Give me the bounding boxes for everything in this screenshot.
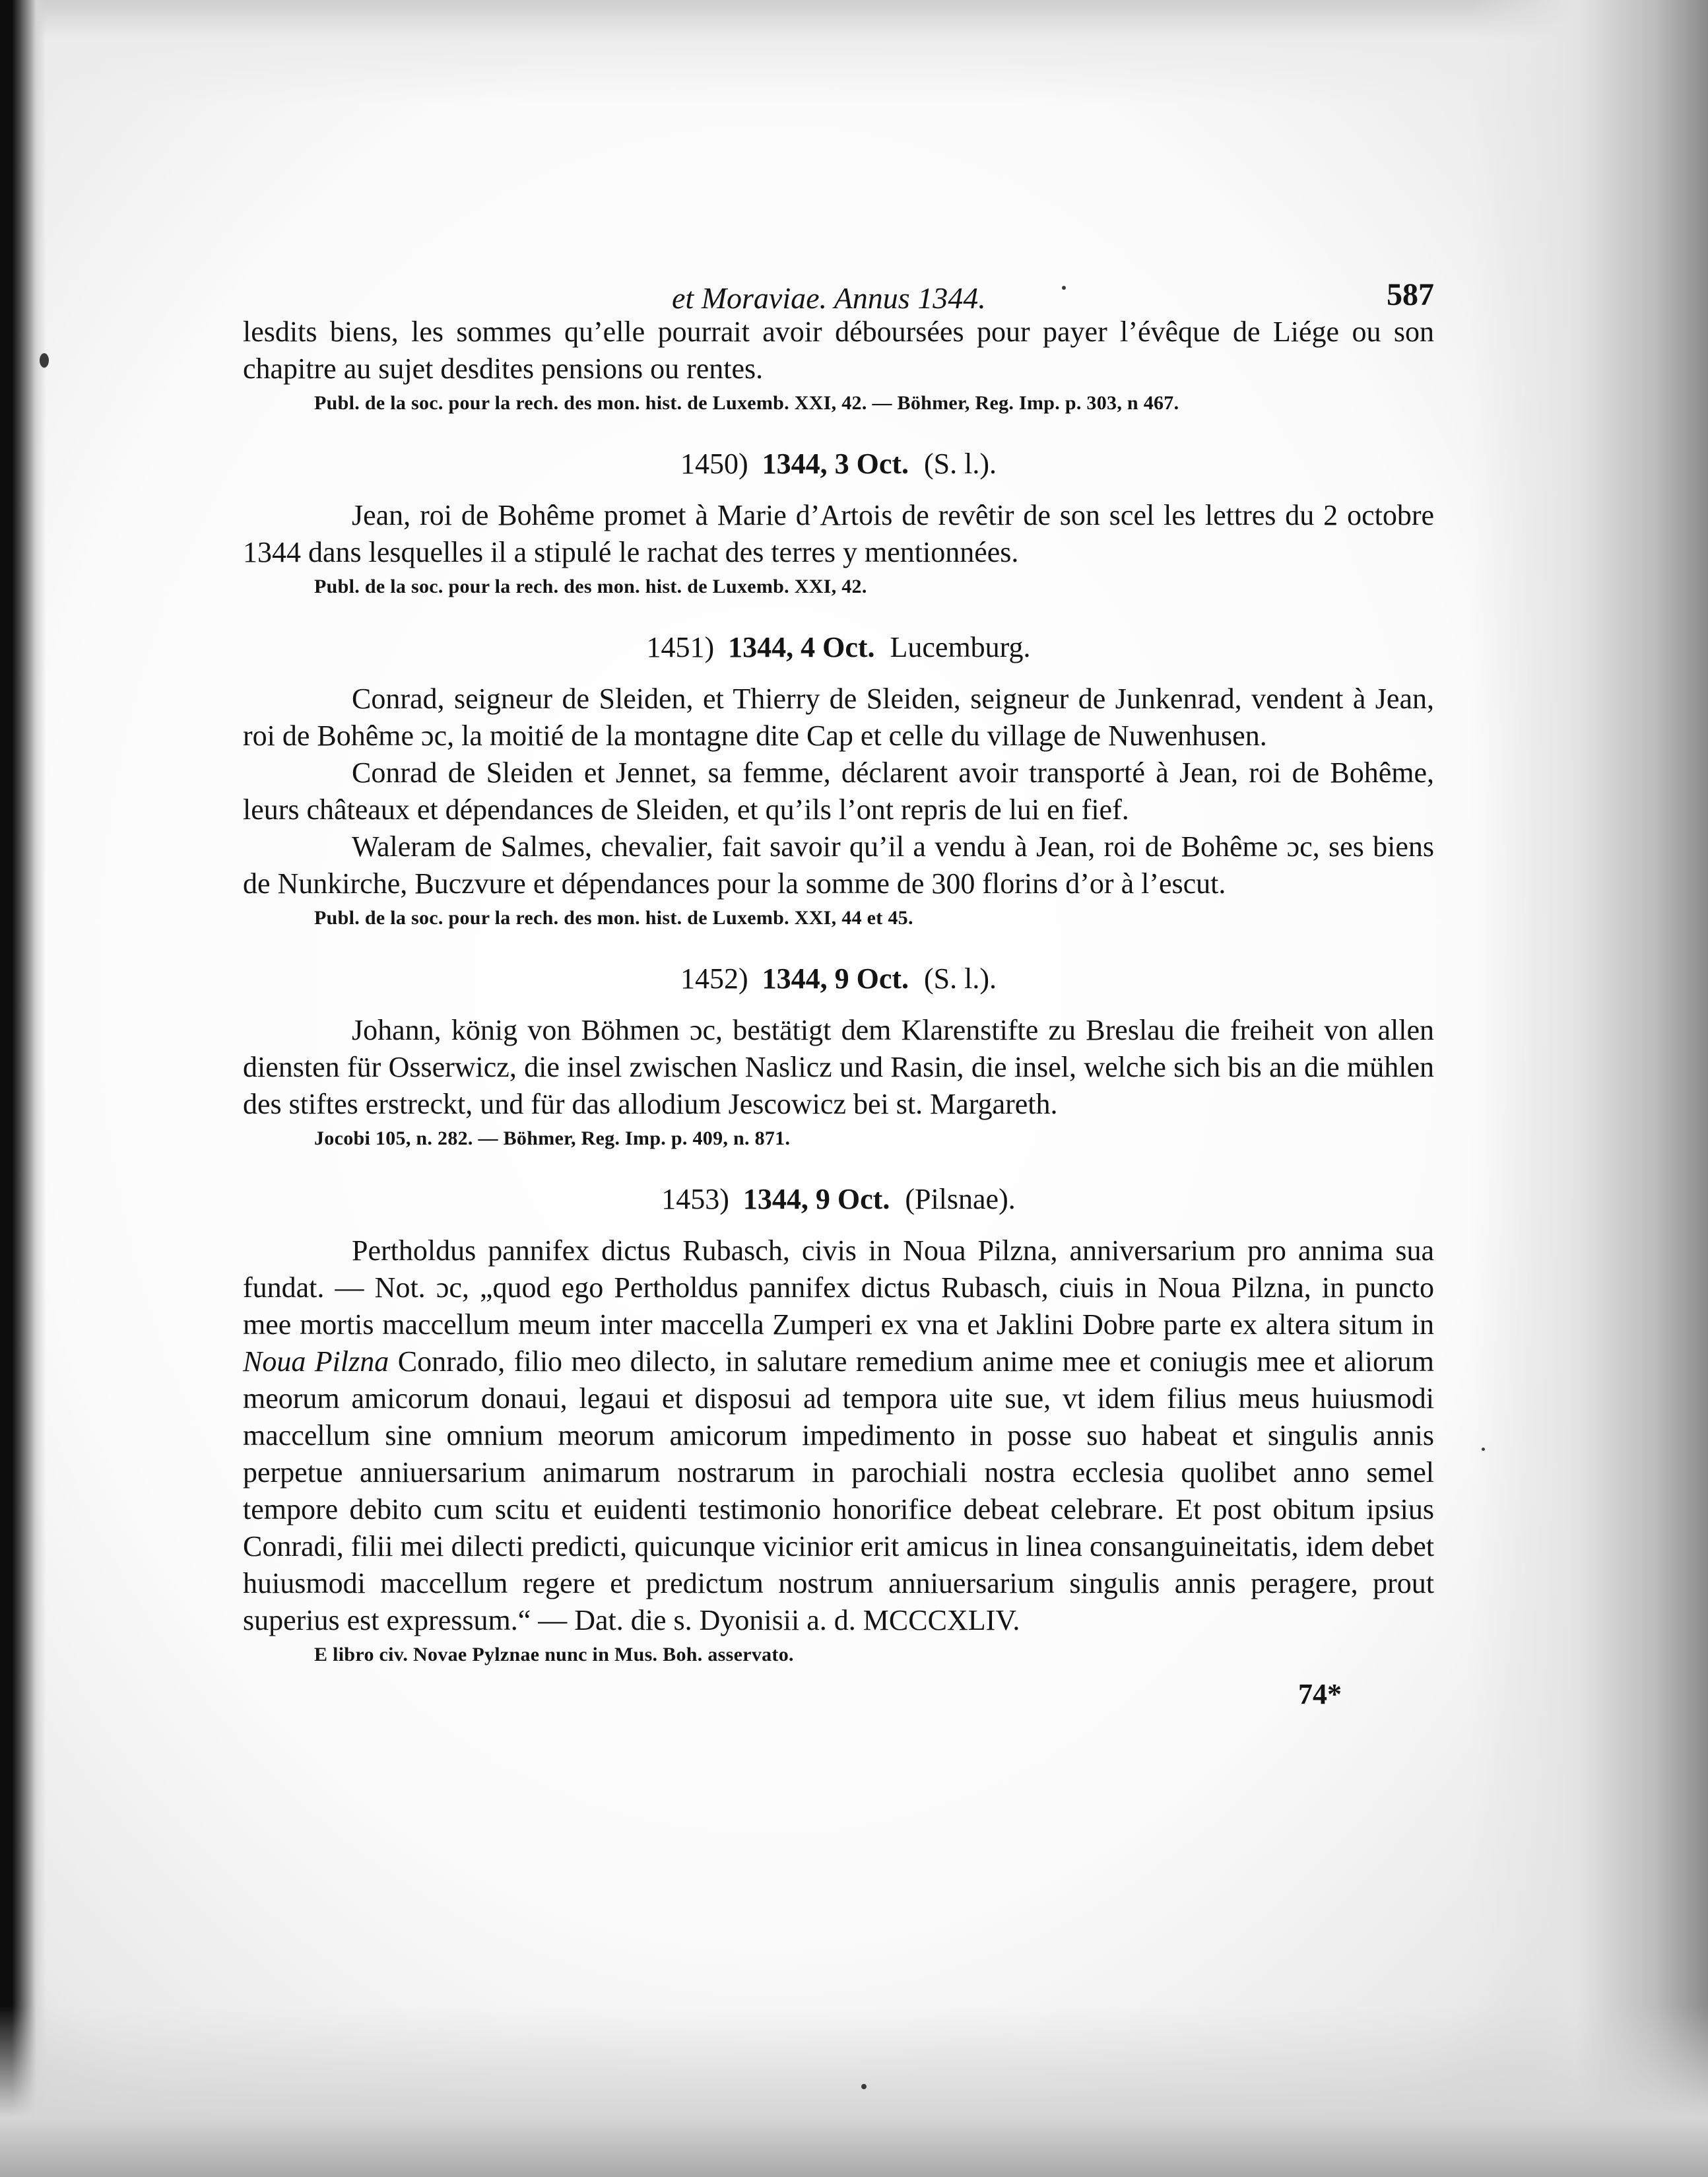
entry-date: 1344, 9 Oct. — [742, 1183, 890, 1215]
entry-place: (S. l.). — [924, 448, 997, 480]
entry-number: 1452) — [680, 962, 748, 995]
entry-number: 1451) — [646, 631, 715, 663]
entry-number: 1450) — [680, 448, 748, 480]
entry-paragraph: Conrad, seigneur de Sleiden, et Thierry de Sleiden, seigneur de Junkenrad, vendent à Jean, roi de Bohême ɔc, la moitié de la montagne dite Cap et celle du village de Nuwenhusen. — [243, 683, 1434, 752]
entry-heading — [243, 629, 1434, 666]
continuation-text: lesdits biens, les sommes qu’elle pourrait avoir déboursées pour payer l’évêque de Liége ou son chapitre au sujet desdites pensions ou rentes. — [243, 316, 1434, 385]
scan-speck — [861, 2084, 867, 2089]
entry-paragraph — [243, 1232, 1434, 1639]
entry-date: 1344, 9 Oct. — [762, 962, 909, 995]
entry-place: Lucemburg. — [890, 631, 1031, 663]
entry-heading — [243, 446, 1434, 483]
italic-place-name: Noua Pilzna — [243, 1345, 389, 1378]
paragraph-text: Conrado, filio meo dilecto, in salutare remedium anime mee et coniugis mee et aliorum meorum amicorum donaui, legaui et disposui ad tempora uite sue, vt idem filius meus huiusmodi maccellum sine omnium meorum amicorum impedimento in posse suo habeat et singulis annis perpetue anniuersarium animarum nostrarum in parochiali nostra ecclesia quolibet anno semel tempore debito cum scitu et euidenti testimonio honorifice debeat celebrare. Et post obitum ipsius Conradi, filii mei dilecti predicti, quicunque vicinior erit amicus in linea consanguineitatis, idem debet huiusmodi maccellum regere et predictum nostrum anniuersarium singulis annis peragere, prout superius est expressum.“ — Dat. die s. Dyonisii a. d. MCCCXLIV. — [243, 1345, 1434, 1636]
entry-place: (Pilsnae). — [905, 1183, 1016, 1215]
entry-paragraph: Conrad de Sleiden et Jennet, sa femme, déclarent avoir transporté à Jean, roi de Bohême, leurs châteaux et dépendances de Sleiden, et qu’ils l’ont repris de lui en fief. — [243, 756, 1434, 826]
scan-shadow-top — [0, 0, 1708, 106]
entry-reference: Publ. de la soc. pour la rech. des mon. hist. de Luxemb. XXI, 44 et 45. — [314, 907, 913, 929]
entry-paragraph: Jean, roi de Bohême promet à Marie d’Artois de revêtir de son scel les lettres du 2 octobre 1344 dans lesquelles il a stipulé le rachat des terres y mentionnées. — [243, 499, 1434, 568]
page-number: 587 — [1387, 277, 1434, 312]
scan-shadow-bottom — [0, 2005, 1708, 2177]
continuation-section — [243, 314, 1434, 418]
continuation-reference: Publ. de la soc. pour la rech. des mon. hist. de Luxemb. XXI, 42. — Böhmer, Reg. Imp. p. 303, n 467. — [314, 392, 1179, 414]
running-title: et Moraviae. Annus 1344. — [672, 281, 986, 315]
scan-shadow-right — [1470, 0, 1708, 2177]
entry-reference: Publ. de la soc. pour la rech. des mon. hist. de Luxemb. XXI, 42. — [314, 576, 867, 597]
signature-mark: 74* — [1298, 1678, 1342, 1710]
scan-speck — [1482, 1448, 1485, 1451]
entry-1450 — [243, 446, 1434, 601]
entry-paragraph: Waleram de Salmes, chevalier, fait savoir qu’il a vendu à Jean, roi de Bohême ɔc, ses biens de Nunkirche, Buczvure et dépendances pour la somme de 300 florins d’or à l’escut. — [243, 830, 1434, 900]
entry-number: 1453) — [661, 1183, 729, 1215]
entry-heading — [243, 960, 1434, 997]
entry-1453 — [243, 1181, 1434, 1669]
paragraph-text: Pertholdus pannifex dictus Rubasch, civis in Noua Pilzna, anniversarium pro annima sua fundat. — Not. ɔc, „quod ego Pertholdus pannifex dictus Rubasch, ciuis in Noua Pilzna, in puncto mee mortis maccellum meum inter maccella Zumperi ex vna et Jaklini Dobre parte ex altera situm in — [243, 1234, 1434, 1341]
entry-1452 — [243, 960, 1434, 1153]
entry-heading — [243, 1181, 1434, 1218]
entry-date: 1344, 3 Oct. — [762, 448, 909, 480]
page-content — [243, 267, 1434, 1711]
entry-reference: E libro civ. Novae Pylznae nunc in Mus. Boh. asservato. — [314, 1644, 794, 1665]
scan-binding-edge — [0, 0, 46, 2177]
entry-reference: Jocobi 105, n. 282. — Böhmer, Reg. Imp. p. 409, n. 871. — [314, 1127, 791, 1149]
scan-speck — [40, 353, 49, 368]
entry-date: 1344, 4 Oct. — [728, 631, 875, 663]
running-header — [243, 267, 1434, 314]
entry-paragraph: Johann, könig von Böhmen ɔc, bestätigt dem Klarenstifte zu Breslau die freiheit von allen diensten für Osserwicz, die insel zwischen Naslicz und Rasin, die insel, welche sich bis an die mühlen des stiftes erstreckt, und für das allodium Jescowicz bei st. Margareth. — [243, 1014, 1434, 1120]
entry-place: (S. l.). — [924, 962, 997, 995]
entry-1451 — [243, 629, 1434, 933]
